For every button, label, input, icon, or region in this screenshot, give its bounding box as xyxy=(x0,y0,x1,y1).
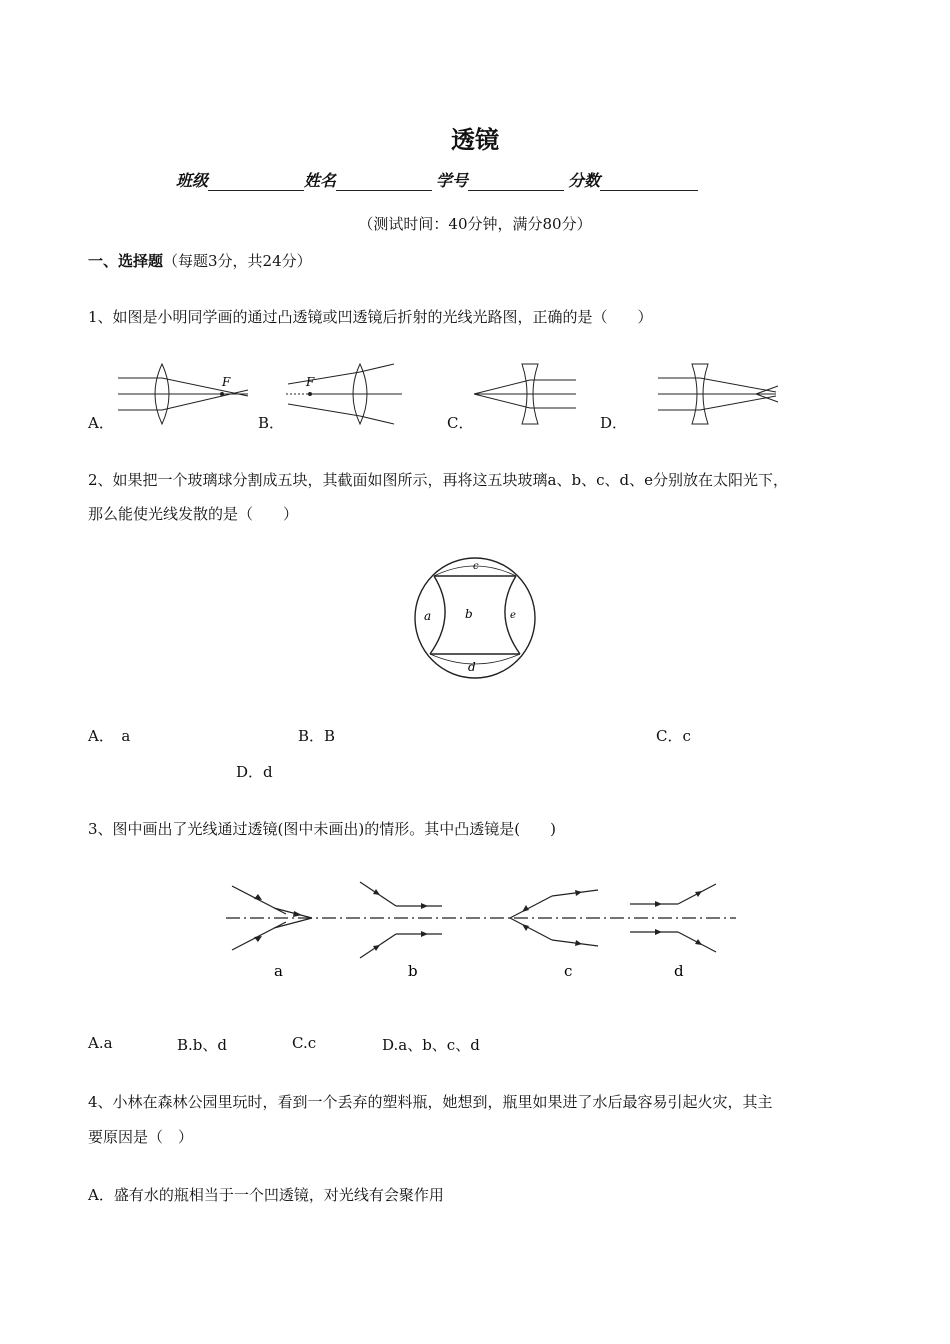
score-label: 分数 xyxy=(568,171,601,190)
q3-label-c: c xyxy=(564,962,573,980)
q2-option-c: C．c xyxy=(656,727,691,745)
id-blank xyxy=(468,170,564,191)
q3-option-b: B.b、d xyxy=(177,1036,227,1054)
q2-glass-ball-diagram xyxy=(410,550,540,686)
q4-option-a: A．盛有水的瓶相当于一个凹透镜，对光线有会聚作用 xyxy=(88,1186,444,1204)
q3-label-a: a xyxy=(274,962,283,980)
q3-light-ray-diagrams xyxy=(222,874,742,984)
question-2-line2: 那么能使光线发散的是（ ） xyxy=(88,505,299,523)
q2-option-b: B．B xyxy=(298,727,336,745)
name-label: 姓名 xyxy=(304,171,337,190)
q1-diagram-c xyxy=(474,364,576,424)
section-heading xyxy=(88,250,312,271)
q1-option-a: A． xyxy=(88,414,114,432)
section-title: 一、选择题 xyxy=(88,252,164,270)
q1-diagram-b xyxy=(286,364,402,424)
q1-diagram-a xyxy=(118,364,248,424)
page-title: 透镜 xyxy=(451,126,499,154)
question-3-text: 3、图中画出了光线通过透镜(图中未画出)的情形。其中凸透镜是( ) xyxy=(88,820,556,838)
question-1-text: 1、如图是小明同学画的通过凸透镜或凹透镜后折射的光线光路图，正确的是（ ） xyxy=(88,308,653,326)
q1-option-d: D． xyxy=(600,414,628,432)
test-subtitle: （测试时间：40分钟，满分80分） xyxy=(358,215,592,233)
q3-label-d: d xyxy=(674,962,684,980)
q2-region-a: a xyxy=(424,609,432,623)
question-2-line1: 2、如果把一个玻璃球分割成五块，其截面如图所示，再将这五块玻璃a、b、c、d、e分别放在太阳光下， xyxy=(88,471,788,489)
q3-option-d: D.a、b、c、d xyxy=(382,1036,480,1054)
q2-option-d: D．d xyxy=(236,763,273,781)
q1-b-focus-label: F xyxy=(306,375,315,389)
q3-option-c: C.c xyxy=(292,1034,317,1052)
question-4-line2: 要原因是（ ） xyxy=(88,1128,194,1146)
score-blank xyxy=(600,170,698,191)
question-4-line1: 4、小林在森林公园里玩时，看到一个丢弃的塑料瓶，她想到，瓶里如果进了水后最容易引起火灾，其主 xyxy=(88,1093,773,1111)
name-blank xyxy=(336,170,432,191)
class-blank xyxy=(208,170,304,191)
q1-option-c: C． xyxy=(447,414,474,432)
q1-option-b: B． xyxy=(258,414,285,432)
q1-lens-diagrams xyxy=(110,358,790,430)
q3-option-a: A.a xyxy=(88,1034,113,1052)
q2-region-d: d xyxy=(468,660,476,674)
q2-region-c: c xyxy=(473,561,479,572)
student-info-line xyxy=(176,168,698,191)
class-label: 班级 xyxy=(176,171,209,190)
q3-label-b: b xyxy=(408,962,418,980)
section-note: （每题3分，共24分） xyxy=(163,252,312,270)
q2-option-a: A． a xyxy=(88,727,131,745)
q2-region-e: e xyxy=(510,610,516,621)
q2-region-b: b xyxy=(465,607,473,621)
q1-a-focus-label: F xyxy=(222,375,231,389)
q1-diagram-d xyxy=(658,364,778,424)
id-label: 学号 xyxy=(436,171,469,190)
